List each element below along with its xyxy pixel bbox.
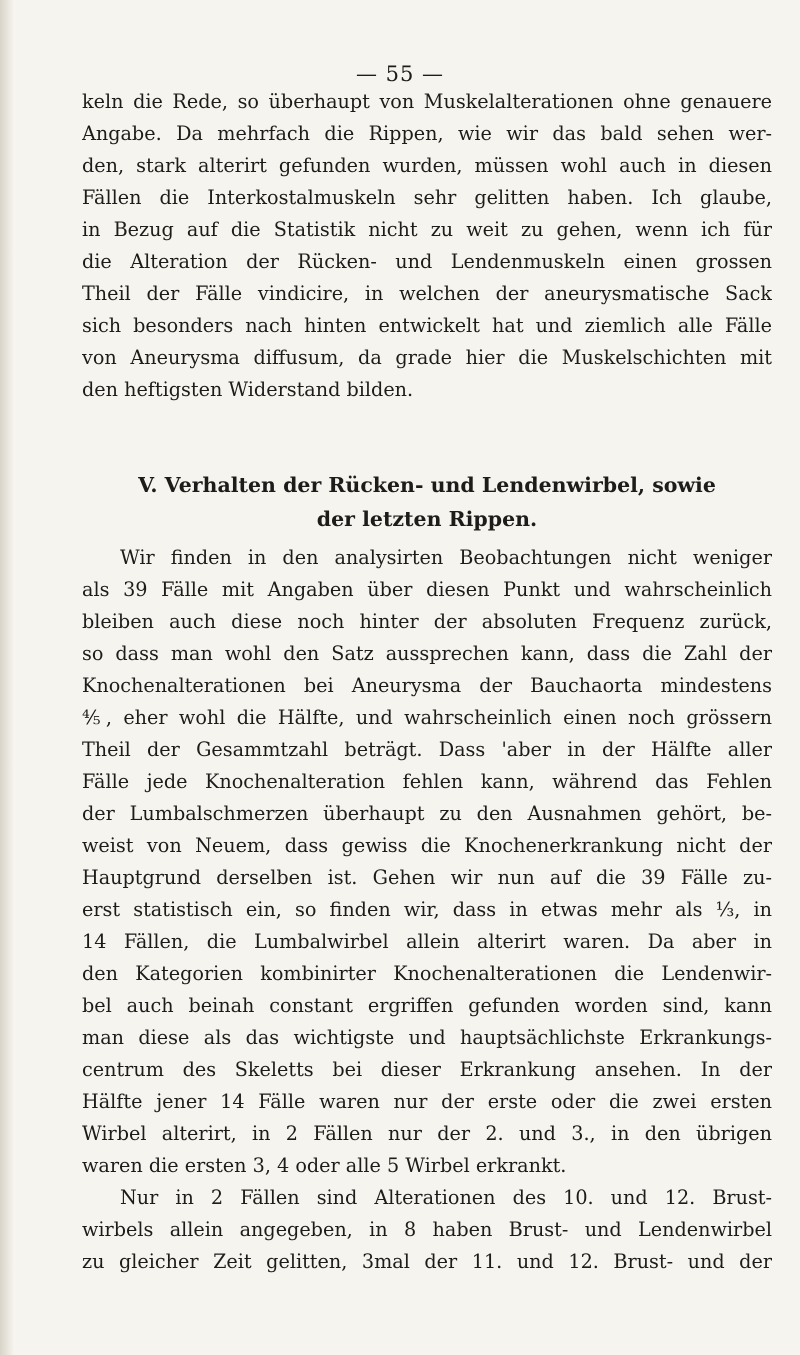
text-line: 14 Fällen, die Lumbalwirbel allein alterirt waren. Da aber in [82,930,772,953]
page-edge-shadow [0,0,14,1355]
text-line: von Aneurysma diffusum, da grade hier die Muskelschichten mit [82,346,772,369]
section-heading-line-1: V. Verhalten der Rücken- und Lendenwirbel, sowie [138,473,716,497]
text-line: Knochenalterationen bei Aneurysma der Bauchaorta mindestens [82,674,772,697]
text-line: Theil der Fälle vindicire, in welchen der aneurysmatische Sack [82,282,772,305]
text-line: Wirbel alterirt, in 2 Fällen nur der 2. und 3., in den übrigen [82,1122,772,1145]
text-line: waren die ersten 3, 4 oder alle 5 Wirbel erkrankt. [82,1154,567,1177]
text-line: centrum des Skeletts bei dieser Erkrankung ansehen. In der [82,1058,772,1081]
text-line: die Alteration der Rücken- und Lendenmuskeln einen grossen [82,250,772,273]
text-line: man diese als das wichtigste und hauptsächlichste Erkrankungs- [82,1026,772,1049]
text-line: bleiben auch diese noch hinter der absoluten Frequenz zurück, [82,610,772,633]
text-line: als 39 Fälle mit Angaben über diesen Punkt und wahrscheinlich [82,578,772,601]
text-line: ⅘, eher wohl die Hälfte, und wahrscheinlich einen noch grössern [82,706,772,729]
paragraph-1 [82,86,772,406]
text-line: Fällen die Interkostalmuskeln sehr gelitten haben. Ich glaube, [82,186,772,209]
text-line: Wir finden in den analysirten Beobachtungen nicht weniger [120,546,772,569]
text-line: zu gleicher Zeit gelitten, 3mal der 11. und 12. Brust- und der [82,1250,772,1273]
text-line: Fälle jede Knochenalteration fehlen kann, während das Fehlen [82,770,772,793]
text-line: wirbels allein angegeben, in 8 haben Brust- und Lendenwirbel [82,1218,772,1241]
text-line: Hälfte jener 14 Fälle waren nur der erste oder die zwei ersten [82,1090,772,1113]
text-line: bel auch beinah constant ergriffen gefunden worden sind, kann [82,994,772,1017]
text-line: den, stark alterirt gefunden wurden, müssen wohl auch in diesen [82,154,772,177]
text-line: den Kategorien kombinirter Knochenalterationen die Lendenwir- [82,962,772,985]
text-line: so dass man wohl den Satz aussprechen kann, dass die Zahl der [82,642,772,665]
text-line: erst statistisch ein, so finden wir, dass in etwas mehr als ⅓, in [82,898,772,921]
section-heading-line-2: der letzten Rippen. [316,507,538,531]
text-line: den heftigsten Widerstand bilden. [82,378,414,401]
text-line: Theil der Gesammtzahl beträgt. Dass 'aber in der Hälfte aller [82,738,772,761]
text-line: Angabe. Da mehrfach die Rippen, wie wir das bald sehen wer- [82,122,772,145]
text-line: keln die Rede, so überhaupt von Muskelalterationen ohne genauere [82,90,772,113]
paragraph-2 [82,542,772,1182]
text-line: sich besonders nach hinten entwickelt hat und ziemlich alle Fälle [82,314,772,337]
text-line: Hauptgrund derselben ist. Gehen wir nun auf die 39 Fälle zu- [82,866,772,889]
page-number: — 55 — [355,62,445,86]
text-line: in Bezug auf die Statistik nicht zu weit zu gehen, wenn ich für [82,218,772,241]
text-line: der Lumbalschmerzen überhaupt zu den Ausnahmen gehört, be- [82,802,772,825]
paragraph-3 [82,1182,772,1278]
section-heading [82,468,772,536]
text-line: weist von Neuem, dass gewiss die Knochenerkrankung nicht der [82,834,772,857]
text-line: Nur in 2 Fällen sind Alterationen des 10. und 12. Brust- [120,1186,772,1209]
